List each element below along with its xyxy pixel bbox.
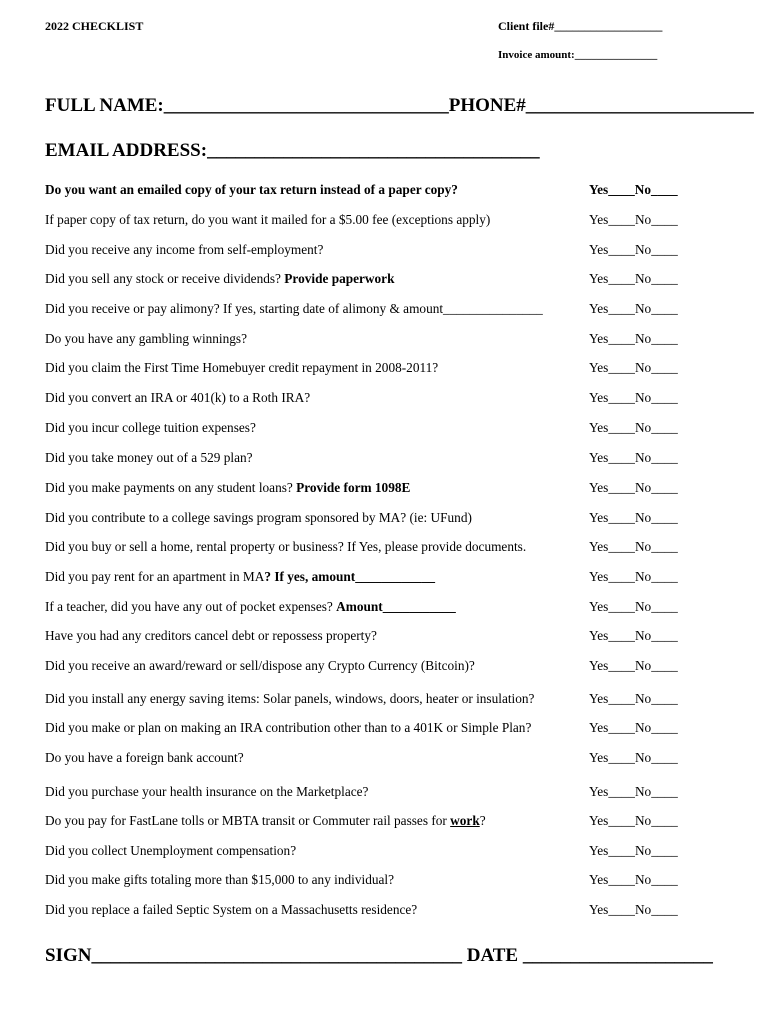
question-label: Did you contribute to a college savings program sponsored by MA? (ie: UFund) (45, 510, 472, 525)
question-label: If a teacher, did you have any out of pocket expenses? (45, 599, 333, 614)
question-text (45, 331, 585, 347)
question-text (45, 569, 585, 585)
question-label: If paper copy of tax return, do you want it mailed for a $5.00 fee (exceptions apply) (45, 212, 491, 227)
question-text (45, 750, 585, 766)
client-file-field[interactable]: Client file#__________________ (498, 19, 663, 33)
yes-no-field[interactable]: Yes____No____ (589, 480, 678, 495)
sign-field[interactable]: SIGN_______________________________________ (45, 945, 462, 966)
question-text (45, 872, 585, 888)
question-label: Did you take money out of a 529 plan? (45, 450, 253, 465)
question-label: Did you collect Unemployment compensation? (45, 843, 297, 858)
question-label: Did you buy or sell a home, rental property or business? If Yes, please provide documents. (45, 539, 527, 554)
yes-no-field[interactable]: Yes____No____ (589, 271, 678, 286)
question-label: Did you install any energy saving items: Solar panels, windows, doors, heater or insulation? (45, 691, 535, 706)
question-label: Did you replace a failed Septic System on a Massachusetts residence? (45, 902, 418, 917)
question-label: Do you want an emailed copy of your tax return instead of a paper copy? (45, 182, 458, 197)
question-text (45, 450, 585, 466)
full-name-field[interactable]: FULL NAME:______________________________ (45, 95, 449, 116)
question-text (45, 212, 585, 228)
question-text (45, 784, 585, 800)
question-note: ? If yes, amount____________ (264, 569, 435, 584)
signature-row (45, 945, 713, 967)
yes-no-field[interactable]: Yes____No____ (589, 360, 678, 375)
question-label: Did you receive or pay alimony? If yes, starting date of alimony & amount_______________ (45, 301, 543, 316)
question-label: Did you incur college tuition expenses? (45, 420, 256, 435)
question-text (45, 182, 585, 198)
yes-no-field[interactable]: Yes____No____ (589, 420, 678, 435)
question-text (45, 658, 585, 674)
yes-no-field[interactable]: Yes____No____ (589, 784, 678, 799)
yes-no-field[interactable]: Yes____No____ (589, 843, 678, 858)
yes-no-field[interactable]: Yes____No____ (589, 599, 678, 614)
question-label: Did you convert an IRA or 401(k) to a Roth IRA? (45, 390, 311, 405)
yes-no-field[interactable]: Yes____No____ (589, 872, 678, 887)
question-note: work (450, 813, 480, 828)
question-text (45, 420, 585, 436)
email-field[interactable]: EMAIL ADDRESS:___________________________________ (45, 140, 540, 161)
yes-no-field[interactable]: Yes____No____ (589, 212, 678, 227)
question-label: Did you make gifts totaling more than $15,000 to any individual? (45, 872, 394, 887)
name-phone-row (45, 95, 754, 117)
checklist-title: 2022 CHECKLIST (45, 19, 144, 33)
question-note: Provide form 1098E (296, 480, 411, 495)
question-label: Do you pay for FastLane tolls or MBTA transit or Commuter rail passes for (45, 813, 447, 828)
question-label: Did you make or plan on making an IRA contribution other than to a 401K or Simple Plan? (45, 720, 532, 735)
yes-no-field[interactable]: Yes____No____ (589, 750, 678, 765)
phone-field[interactable]: PHONE#________________________ (448, 95, 754, 116)
yes-no-field[interactable]: Yes____No____ (589, 628, 678, 643)
yes-no-field[interactable]: Yes____No____ (589, 813, 678, 828)
question-text (45, 691, 585, 707)
question-text (45, 242, 585, 258)
question-text (45, 902, 585, 918)
question-label: Did you claim the First Time Homebuyer credit repayment in 2008-2011? (45, 360, 439, 375)
question-text (45, 539, 585, 555)
yes-no-field[interactable]: Yes____No____ (589, 539, 678, 554)
question-label: Do you have any gambling winnings? (45, 331, 248, 346)
question-text (45, 843, 585, 859)
question-text (45, 480, 585, 496)
invoice-amount-field[interactable]: Invoice amount:_______________ (498, 49, 658, 61)
yes-no-field[interactable]: Yes____No____ (589, 691, 678, 706)
yes-no-field[interactable]: Yes____No____ (589, 720, 678, 735)
yes-no-field[interactable]: Yes____No____ (589, 390, 678, 405)
question-text (45, 813, 585, 829)
question-note: Provide paperwork (284, 271, 395, 286)
yes-no-field[interactable]: Yes____No____ (589, 510, 678, 525)
question-tail: ? (479, 813, 486, 828)
question-label: Did you receive any income from self-employment? (45, 242, 324, 257)
question-text (45, 599, 585, 615)
question-text (45, 390, 585, 406)
question-label: Did you make payments on any student loans? (45, 480, 293, 495)
yes-no-field[interactable]: Yes____No____ (589, 450, 678, 465)
yes-no-field[interactable]: Yes____No____ (589, 658, 678, 673)
yes-no-field[interactable]: Yes____No____ (589, 242, 678, 257)
question-text (45, 510, 585, 526)
question-label: Have you had any creditors cancel debt or repossess property? (45, 628, 377, 643)
question-text (45, 720, 585, 736)
question-text (45, 360, 585, 376)
question-label: Did you pay rent for an apartment in MA (45, 569, 265, 584)
question-label: Did you sell any stock or receive dividends? (45, 271, 281, 286)
yes-no-field[interactable]: Yes____No____ (589, 902, 678, 917)
question-label: Did you purchase your health insurance on the Marketplace? (45, 784, 369, 799)
question-text (45, 271, 585, 287)
yes-no-field[interactable]: Yes____No____ (589, 301, 678, 316)
yes-no-field[interactable]: Yes____No____ (589, 331, 678, 346)
question-label: Did you receive an award/reward or sell/dispose any Crypto Currency (Bitcoin)? (45, 658, 475, 673)
question-text (45, 628, 585, 644)
question-label: Do you have a foreign bank account? (45, 750, 244, 765)
question-text (45, 301, 585, 317)
yes-no-field[interactable]: Yes____No____ (589, 182, 678, 197)
question-note: Amount___________ (336, 599, 456, 614)
yes-no-field[interactable]: Yes____No____ (589, 569, 678, 584)
date-field[interactable]: DATE ____________________ (466, 945, 713, 966)
